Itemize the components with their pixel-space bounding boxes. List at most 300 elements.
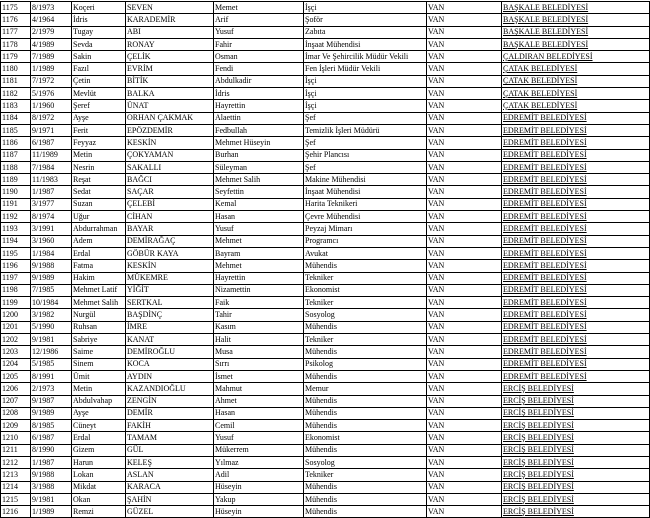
cell-institution: ERCİŞ BELEDİYESİ bbox=[502, 407, 650, 419]
cell-city: VAN bbox=[427, 346, 502, 358]
cell-first-name: Ayşe bbox=[72, 112, 126, 124]
cell-birth-date: 1/1960 bbox=[31, 100, 72, 112]
cell-job-title: İmar Ve Şehircilik Müdür Vekili bbox=[304, 51, 427, 63]
cell-row-number: 1211 bbox=[1, 444, 31, 456]
table-row bbox=[1, 112, 650, 124]
cell-last-name: DEMİRAĞAÇ bbox=[126, 235, 214, 247]
cell-father-name: Bayram bbox=[214, 247, 304, 259]
cell-father-name: Ahmet bbox=[214, 395, 304, 407]
table-row bbox=[1, 469, 650, 481]
cell-city: VAN bbox=[427, 247, 502, 259]
cell-row-number: 1182 bbox=[1, 88, 31, 100]
table-row bbox=[1, 75, 650, 87]
cell-first-name: Lokan bbox=[72, 469, 126, 481]
cell-city: VAN bbox=[427, 506, 502, 518]
cell-birth-date: 1/1984 bbox=[31, 247, 72, 259]
cell-row-number: 1189 bbox=[1, 174, 31, 186]
cell-last-name: YİĞİT bbox=[126, 284, 214, 296]
cell-city: VAN bbox=[427, 444, 502, 456]
cell-row-number: 1186 bbox=[1, 137, 31, 149]
cell-first-name: Mehmet Latif bbox=[72, 284, 126, 296]
cell-city: VAN bbox=[427, 432, 502, 444]
cell-first-name: Şeref bbox=[72, 100, 126, 112]
cell-first-name: Tugay bbox=[72, 26, 126, 38]
cell-last-name: MÜKEMRE bbox=[126, 272, 214, 284]
cell-last-name: ABI bbox=[126, 26, 214, 38]
cell-institution: ERCİŞ BELEDİYESİ bbox=[502, 383, 650, 395]
cell-job-title: İşçi bbox=[304, 75, 427, 87]
cell-first-name: Metin bbox=[72, 383, 126, 395]
cell-birth-date: 3/1988 bbox=[31, 481, 72, 493]
cell-institution: ERCİŞ BELEDİYESİ bbox=[502, 444, 650, 456]
cell-first-name: Abdurrahman bbox=[72, 223, 126, 235]
cell-institution: ERCİŞ BELEDİYESİ bbox=[502, 469, 650, 481]
cell-birth-date: 7/1985 bbox=[31, 284, 72, 296]
cell-city: VAN bbox=[427, 272, 502, 284]
cell-city: VAN bbox=[427, 358, 502, 370]
cell-job-title: Mühendis bbox=[304, 370, 427, 382]
cell-first-name: Cüneyt bbox=[72, 420, 126, 432]
cell-last-name: KARACA bbox=[126, 481, 214, 493]
cell-job-title: Zabıta bbox=[304, 26, 427, 38]
cell-institution: ERCİŞ BELEDİYESİ bbox=[502, 506, 650, 518]
cell-last-name: KANAT bbox=[126, 334, 214, 346]
cell-first-name: Ayşe bbox=[72, 407, 126, 419]
cell-first-name: Gizem bbox=[72, 444, 126, 456]
cell-birth-date: 8/1972 bbox=[31, 112, 72, 124]
cell-first-name: Uğur bbox=[72, 211, 126, 223]
cell-city: VAN bbox=[427, 481, 502, 493]
cell-row-number: 1215 bbox=[1, 493, 31, 505]
cell-row-number: 1201 bbox=[1, 321, 31, 333]
cell-institution: EDREMİT BELEDİYESİ bbox=[502, 174, 650, 186]
cell-last-name: SAKALLI bbox=[126, 161, 214, 173]
cell-first-name: Koçeri bbox=[72, 2, 126, 14]
cell-first-name: Sevda bbox=[72, 38, 126, 50]
cell-row-number: 1210 bbox=[1, 432, 31, 444]
cell-row-number: 1206 bbox=[1, 383, 31, 395]
cell-row-number: 1207 bbox=[1, 395, 31, 407]
cell-birth-date: 9/1971 bbox=[31, 124, 72, 136]
cell-birth-date: 4/1989 bbox=[31, 38, 72, 50]
cell-institution: ÇALDIRAN BELEDİYESİ bbox=[502, 51, 650, 63]
cell-first-name: Fatma bbox=[72, 260, 126, 272]
cell-job-title: Mühendis bbox=[304, 407, 427, 419]
cell-row-number: 1208 bbox=[1, 407, 31, 419]
cell-institution: EDREMİT BELEDİYESİ bbox=[502, 358, 650, 370]
cell-row-number: 1185 bbox=[1, 124, 31, 136]
cell-father-name: Fahir bbox=[214, 38, 304, 50]
cell-institution: EDREMİT BELEDİYESİ bbox=[502, 346, 650, 358]
cell-city: VAN bbox=[427, 38, 502, 50]
cell-city: VAN bbox=[427, 321, 502, 333]
cell-job-title: Sosyolog bbox=[304, 456, 427, 468]
cell-row-number: 1176 bbox=[1, 14, 31, 26]
cell-father-name: Yılmaz bbox=[214, 456, 304, 468]
cell-last-name: BAŞDİNÇ bbox=[126, 309, 214, 321]
cell-city: VAN bbox=[427, 75, 502, 87]
cell-job-title: Makine Mühendisi bbox=[304, 174, 427, 186]
cell-institution: EDREMİT BELEDİYESİ bbox=[502, 112, 650, 124]
cell-job-title: Ekonomist bbox=[304, 284, 427, 296]
cell-job-title: Mühendis bbox=[304, 395, 427, 407]
cell-job-title: Mühendis bbox=[304, 506, 427, 518]
cell-row-number: 1190 bbox=[1, 186, 31, 198]
cell-birth-date: 9/1987 bbox=[31, 395, 72, 407]
cell-last-name: KESKİN bbox=[126, 137, 214, 149]
cell-job-title: Mühendis bbox=[304, 444, 427, 456]
cell-job-title: Tekniker bbox=[304, 297, 427, 309]
cell-birth-date: 3/1982 bbox=[31, 309, 72, 321]
cell-job-title: Şoför bbox=[304, 14, 427, 26]
table-row bbox=[1, 370, 650, 382]
cell-institution: EDREMİT BELEDİYESİ bbox=[502, 235, 650, 247]
cell-row-number: 1196 bbox=[1, 260, 31, 272]
cell-job-title: İşçi bbox=[304, 100, 427, 112]
table-row bbox=[1, 309, 650, 321]
cell-row-number: 1216 bbox=[1, 506, 31, 518]
table-row bbox=[1, 321, 650, 333]
cell-father-name: İdris bbox=[214, 88, 304, 100]
cell-row-number: 1183 bbox=[1, 100, 31, 112]
cell-row-number: 1181 bbox=[1, 75, 31, 87]
table-row bbox=[1, 223, 650, 235]
cell-job-title: Tekniker bbox=[304, 334, 427, 346]
cell-row-number: 1203 bbox=[1, 346, 31, 358]
cell-birth-date: 8/1973 bbox=[31, 2, 72, 14]
table-row bbox=[1, 63, 650, 75]
cell-last-name: TAMAM bbox=[126, 432, 214, 444]
cell-father-name: Hüseyin bbox=[214, 506, 304, 518]
cell-city: VAN bbox=[427, 161, 502, 173]
cell-father-name: Burhan bbox=[214, 149, 304, 161]
cell-city: VAN bbox=[427, 149, 502, 161]
cell-first-name: Okan bbox=[72, 493, 126, 505]
cell-job-title: Çevre Mühendisi bbox=[304, 211, 427, 223]
cell-job-title: Programcı bbox=[304, 235, 427, 247]
cell-city: VAN bbox=[427, 456, 502, 468]
cell-first-name: Sakin bbox=[72, 51, 126, 63]
cell-first-name: Ruhsan bbox=[72, 321, 126, 333]
cell-birth-date: 5/1976 bbox=[31, 88, 72, 100]
cell-city: VAN bbox=[427, 493, 502, 505]
cell-job-title: Şehir Plancısı bbox=[304, 149, 427, 161]
cell-birth-date: 1/1989 bbox=[31, 506, 72, 518]
cell-father-name: Tahir bbox=[214, 309, 304, 321]
cell-city: VAN bbox=[427, 26, 502, 38]
cell-first-name: Abdulvahap bbox=[72, 395, 126, 407]
cell-institution: ÇATAK BELEDİYESİ bbox=[502, 100, 650, 112]
cell-city: VAN bbox=[427, 420, 502, 432]
cell-last-name: KESKİN bbox=[126, 260, 214, 272]
cell-father-name: Adil bbox=[214, 469, 304, 481]
cell-institution: EDREMİT BELEDİYESİ bbox=[502, 297, 650, 309]
cell-city: VAN bbox=[427, 100, 502, 112]
cell-last-name: GÜZEL bbox=[126, 506, 214, 518]
table-row bbox=[1, 432, 650, 444]
cell-last-name: RONAY bbox=[126, 38, 214, 50]
cell-job-title: Ekonomist bbox=[304, 432, 427, 444]
cell-father-name: Alaettin bbox=[214, 112, 304, 124]
cell-birth-date: 6/1987 bbox=[31, 137, 72, 149]
cell-last-name: ÇELİK bbox=[126, 51, 214, 63]
cell-father-name: Süleyman bbox=[214, 161, 304, 173]
cell-institution: EDREMİT BELEDİYESİ bbox=[502, 247, 650, 259]
cell-birth-date: 11/1989 bbox=[31, 149, 72, 161]
table-row bbox=[1, 51, 650, 63]
table-row bbox=[1, 444, 650, 456]
cell-institution: EDREMİT BELEDİYESİ bbox=[502, 161, 650, 173]
cell-last-name: SEVEN bbox=[126, 2, 214, 14]
cell-row-number: 1209 bbox=[1, 420, 31, 432]
cell-father-name: Hasan bbox=[214, 407, 304, 419]
cell-last-name: BAĞCI bbox=[126, 174, 214, 186]
cell-city: VAN bbox=[427, 124, 502, 136]
table-row bbox=[1, 14, 650, 26]
cell-father-name: Yusuf bbox=[214, 26, 304, 38]
cell-father-name: Yakup bbox=[214, 493, 304, 505]
cell-city: VAN bbox=[427, 469, 502, 481]
cell-city: VAN bbox=[427, 383, 502, 395]
cell-first-name: Mikdat bbox=[72, 481, 126, 493]
cell-city: VAN bbox=[427, 260, 502, 272]
cell-row-number: 1187 bbox=[1, 149, 31, 161]
cell-last-name: SAÇAR bbox=[126, 186, 214, 198]
table-row bbox=[1, 456, 650, 468]
table-row bbox=[1, 506, 650, 518]
cell-row-number: 1179 bbox=[1, 51, 31, 63]
cell-job-title: Şef bbox=[304, 137, 427, 149]
cell-institution: EDREMİT BELEDİYESİ bbox=[502, 272, 650, 284]
cell-job-title: Psikolog bbox=[304, 358, 427, 370]
cell-institution: EDREMİT BELEDİYESİ bbox=[502, 211, 650, 223]
cell-row-number: 1191 bbox=[1, 198, 31, 210]
cell-birth-date: 9/1988 bbox=[31, 260, 72, 272]
cell-institution: EDREMİT BELEDİYESİ bbox=[502, 223, 650, 235]
cell-birth-date: 3/1960 bbox=[31, 235, 72, 247]
cell-last-name: ASLAN bbox=[126, 469, 214, 481]
cell-city: VAN bbox=[427, 14, 502, 26]
table-row bbox=[1, 334, 650, 346]
cell-job-title: Harita Teknikeri bbox=[304, 198, 427, 210]
cell-institution: EDREMİT BELEDİYESİ bbox=[502, 186, 650, 198]
cell-job-title: Tekniker bbox=[304, 272, 427, 284]
cell-city: VAN bbox=[427, 235, 502, 247]
cell-birth-date: 9/1981 bbox=[31, 493, 72, 505]
cell-last-name: ŞAHİN bbox=[126, 493, 214, 505]
cell-father-name: İsmet bbox=[214, 370, 304, 382]
cell-father-name: Faik bbox=[214, 297, 304, 309]
cell-first-name: Suzan bbox=[72, 198, 126, 210]
cell-job-title: İnşaat Mühendisi bbox=[304, 186, 427, 198]
cell-city: VAN bbox=[427, 112, 502, 124]
cell-institution: BAŞKALE BELEDİYESİ bbox=[502, 2, 650, 14]
cell-father-name: Fedbullah bbox=[214, 124, 304, 136]
cell-job-title: Şef bbox=[304, 161, 427, 173]
cell-job-title: Sosyolog bbox=[304, 309, 427, 321]
cell-father-name: Cemil bbox=[214, 420, 304, 432]
table-body bbox=[1, 2, 650, 518]
cell-last-name: CİHAN bbox=[126, 211, 214, 223]
cell-first-name: Sabriye bbox=[72, 334, 126, 346]
cell-last-name: BİTİK bbox=[126, 75, 214, 87]
table-row bbox=[1, 124, 650, 136]
cell-city: VAN bbox=[427, 2, 502, 14]
table-row bbox=[1, 284, 650, 296]
table-row bbox=[1, 297, 650, 309]
cell-institution: EDREMİT BELEDİYESİ bbox=[502, 260, 650, 272]
cell-first-name: Erdal bbox=[72, 247, 126, 259]
table-row bbox=[1, 161, 650, 173]
cell-last-name: ÜNAT bbox=[126, 100, 214, 112]
cell-institution: EDREMİT BELEDİYESİ bbox=[502, 321, 650, 333]
cell-row-number: 1184 bbox=[1, 112, 31, 124]
cell-job-title: Mühendis bbox=[304, 346, 427, 358]
table-row bbox=[1, 493, 650, 505]
cell-job-title: İnşaat Mühendisi bbox=[304, 38, 427, 50]
cell-first-name: Sedat bbox=[72, 186, 126, 198]
cell-birth-date: 7/1989 bbox=[31, 51, 72, 63]
cell-last-name: DEMİR bbox=[126, 407, 214, 419]
cell-birth-date: 1/1987 bbox=[31, 186, 72, 198]
cell-job-title: İşçi bbox=[304, 2, 427, 14]
cell-city: VAN bbox=[427, 186, 502, 198]
cell-row-number: 1177 bbox=[1, 26, 31, 38]
cell-last-name: EVRİM bbox=[126, 63, 214, 75]
cell-city: VAN bbox=[427, 284, 502, 296]
cell-birth-date: 8/1985 bbox=[31, 420, 72, 432]
cell-job-title: Temizlik İşleri Müdürü bbox=[304, 124, 427, 136]
cell-first-name: Harun bbox=[72, 456, 126, 468]
cell-father-name: Musa bbox=[214, 346, 304, 358]
cell-father-name: Osman bbox=[214, 51, 304, 63]
cell-first-name: İdris bbox=[72, 14, 126, 26]
cell-city: VAN bbox=[427, 211, 502, 223]
cell-birth-date: 8/1990 bbox=[31, 444, 72, 456]
cell-last-name: GÖBÜR KAYA bbox=[126, 247, 214, 259]
cell-institution: ERCİŞ BELEDİYESİ bbox=[502, 420, 650, 432]
cell-city: VAN bbox=[427, 63, 502, 75]
cell-job-title: Peyzaj Mimarı bbox=[304, 223, 427, 235]
cell-father-name: Kemal bbox=[214, 198, 304, 210]
cell-institution: EDREMİT BELEDİYESİ bbox=[502, 284, 650, 296]
table-row bbox=[1, 186, 650, 198]
cell-birth-date: 9/1989 bbox=[31, 407, 72, 419]
cell-father-name: Yusuf bbox=[214, 432, 304, 444]
cell-father-name: Mükerrem bbox=[214, 444, 304, 456]
cell-row-number: 1180 bbox=[1, 63, 31, 75]
cell-job-title: Avukat bbox=[304, 247, 427, 259]
cell-birth-date: 3/1977 bbox=[31, 198, 72, 210]
cell-father-name: Arif bbox=[214, 14, 304, 26]
cell-institution: ERCİŞ BELEDİYESİ bbox=[502, 432, 650, 444]
cell-row-number: 1195 bbox=[1, 247, 31, 259]
cell-first-name: Metin bbox=[72, 149, 126, 161]
table-row bbox=[1, 247, 650, 259]
cell-father-name: Hüseyin bbox=[214, 481, 304, 493]
cell-row-number: 1212 bbox=[1, 456, 31, 468]
personnel-table bbox=[0, 1, 650, 518]
cell-institution: EDREMİT BELEDİYESİ bbox=[502, 370, 650, 382]
cell-birth-date: 10/1984 bbox=[31, 297, 72, 309]
cell-birth-date: 1/1989 bbox=[31, 63, 72, 75]
cell-institution: ERCİŞ BELEDİYESİ bbox=[502, 456, 650, 468]
cell-father-name: Hasan bbox=[214, 211, 304, 223]
cell-first-name: Fazıl bbox=[72, 63, 126, 75]
cell-row-number: 1199 bbox=[1, 297, 31, 309]
cell-first-name: Mevlüt bbox=[72, 88, 126, 100]
cell-row-number: 1194 bbox=[1, 235, 31, 247]
cell-last-name: GÜL bbox=[126, 444, 214, 456]
table-row bbox=[1, 88, 650, 100]
cell-last-name: KARADEMİR bbox=[126, 14, 214, 26]
cell-city: VAN bbox=[427, 137, 502, 149]
cell-job-title: Memur bbox=[304, 383, 427, 395]
cell-birth-date: 6/1987 bbox=[31, 432, 72, 444]
cell-city: VAN bbox=[427, 334, 502, 346]
cell-first-name: Reşat bbox=[72, 174, 126, 186]
cell-row-number: 1192 bbox=[1, 211, 31, 223]
table-row bbox=[1, 149, 650, 161]
cell-job-title: İşçi bbox=[304, 88, 427, 100]
cell-institution: EDREMİT BELEDİYESİ bbox=[502, 124, 650, 136]
cell-father-name: Memet bbox=[214, 2, 304, 14]
table-row bbox=[1, 26, 650, 38]
cell-institution: EDREMİT BELEDİYESİ bbox=[502, 198, 650, 210]
cell-row-number: 1178 bbox=[1, 38, 31, 50]
cell-institution: ERCİŞ BELEDİYESİ bbox=[502, 395, 650, 407]
cell-row-number: 1202 bbox=[1, 334, 31, 346]
cell-birth-date: 8/1974 bbox=[31, 211, 72, 223]
cell-last-name: ÇELEBİ bbox=[126, 198, 214, 210]
cell-last-name: KELEŞ bbox=[126, 456, 214, 468]
cell-last-name: BAYAR bbox=[126, 223, 214, 235]
cell-father-name: Fendi bbox=[214, 63, 304, 75]
cell-birth-date: 12/1986 bbox=[31, 346, 72, 358]
cell-father-name: Abdulkadir bbox=[214, 75, 304, 87]
cell-birth-date: 8/1991 bbox=[31, 370, 72, 382]
cell-last-name: DEMİROĞLU bbox=[126, 346, 214, 358]
cell-job-title: Fen İşleri Müdür Vekili bbox=[304, 63, 427, 75]
cell-city: VAN bbox=[427, 174, 502, 186]
cell-birth-date: 7/1984 bbox=[31, 161, 72, 173]
cell-birth-date: 4/1964 bbox=[31, 14, 72, 26]
cell-city: VAN bbox=[427, 51, 502, 63]
table-row bbox=[1, 420, 650, 432]
table-row bbox=[1, 100, 650, 112]
table-row bbox=[1, 2, 650, 14]
cell-last-name: ZENGİN bbox=[126, 395, 214, 407]
table-row bbox=[1, 137, 650, 149]
cell-last-name: AYDIN bbox=[126, 370, 214, 382]
cell-first-name: Ümit bbox=[72, 370, 126, 382]
cell-birth-date: 9/1988 bbox=[31, 469, 72, 481]
cell-job-title: Mühendis bbox=[304, 260, 427, 272]
cell-first-name: Mehmet Salih bbox=[72, 297, 126, 309]
table-row bbox=[1, 38, 650, 50]
cell-last-name: ORHAN ÇAKMAK bbox=[126, 112, 214, 124]
cell-first-name: Sinem bbox=[72, 358, 126, 370]
cell-institution: BAŞKALE BELEDİYESİ bbox=[502, 26, 650, 38]
cell-job-title: Mühendis bbox=[304, 420, 427, 432]
cell-father-name: Halit bbox=[214, 334, 304, 346]
cell-father-name: Mehmet Hüseyin bbox=[214, 137, 304, 149]
cell-institution: ÇATAK BELEDİYESİ bbox=[502, 75, 650, 87]
cell-city: VAN bbox=[427, 223, 502, 235]
cell-city: VAN bbox=[427, 88, 502, 100]
cell-first-name: Nesrin bbox=[72, 161, 126, 173]
table-row bbox=[1, 211, 650, 223]
